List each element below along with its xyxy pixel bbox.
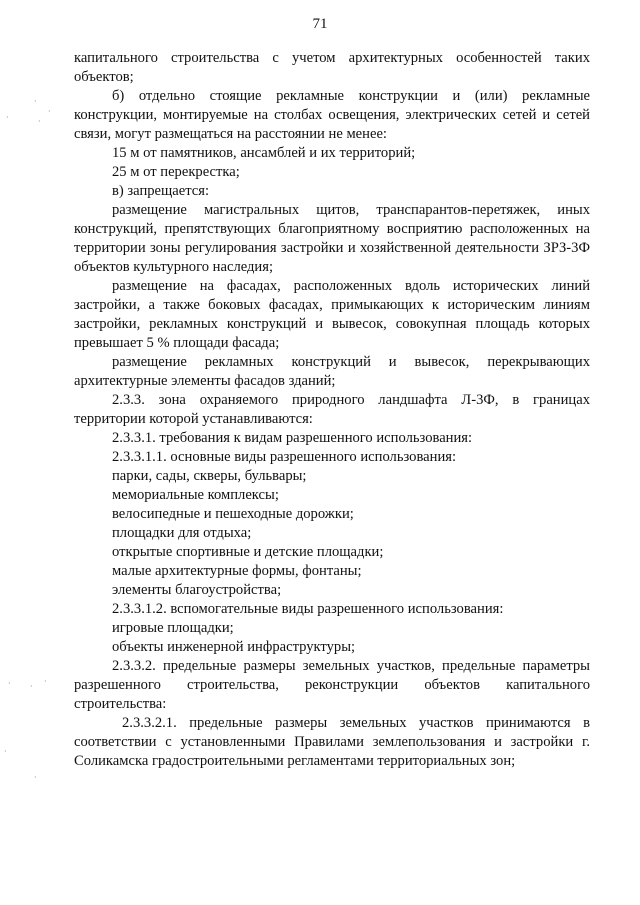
list-item: малые архитектурные формы, фонтаны; xyxy=(112,563,362,579)
list-item: элементы благоустройства; xyxy=(112,582,282,598)
scan-speck: · xyxy=(30,682,33,691)
paragraph-distance-crossroad: 25 м от перекрестка; xyxy=(112,164,240,180)
list-item: мемориальные комплексы; xyxy=(112,487,279,503)
list-item: площадки для отдыха; xyxy=(112,525,252,541)
list-item: объекты инженерной инфраструктуры; xyxy=(112,639,356,655)
paragraph-prohibition-1: размещение магистральных щитов, транспарантов-перетяжек, иных конструкций, препятствующих благоприятному восприятию расположенных на территории зоны регулирования застройки и хозяйственной деятельности ЗРЗ-3Ф объектов культурного наследия; xyxy=(74,202,590,275)
paragraph-prohibition-2: размещение на фасадах, расположенных вдоль исторических линий застройки, а также боковых фасадах, примыкающих к историческим линиям застройки, рекламных конструкций и вывесок, совокупная площадь которых превышает 5 % площади фасада; xyxy=(74,278,590,351)
paragraph-section-2-3-3-1-2: 2.3.3.1.2. вспомогательные виды разрешенного использования: xyxy=(112,601,504,617)
paragraph-section-2-3-3-1: 2.3.3.1. требования к видам разрешенного использования: xyxy=(112,430,473,446)
scan-speck: · xyxy=(38,117,41,126)
paragraph-section-2-3-3-2: 2.3.3.2. предельные размеры земельных участков, предельные параметры разрешенного строительства, реконструкции объектов капитального строительства: xyxy=(74,658,590,712)
scan-speck: · xyxy=(34,97,37,106)
scan-speck: · xyxy=(8,679,11,688)
paragraph-distance-monuments: 15 м от памятников, ансамблей и их территорий; xyxy=(112,145,416,161)
scan-speck: · xyxy=(44,677,47,686)
scan-speck: · xyxy=(34,773,37,782)
paragraph-section-2-3-3: 2.3.3. зона охраняемого природного ландшафта Л-3Ф, в границах территории которой устанавливаются: xyxy=(74,392,590,427)
paragraph-item-v: в) запрещается: xyxy=(112,183,210,199)
scan-speck: · xyxy=(4,747,7,756)
list-item: открытые спортивные и детские площадки; xyxy=(112,544,384,560)
document-body xyxy=(74,49,590,771)
paragraph-section-2-3-3-1-1: 2.3.3.1.1. основные виды разрешенного использования: xyxy=(112,449,457,465)
paragraph-continuation: капитального строительства с учетом архитектурных особенностей таких объектов; xyxy=(74,50,590,85)
scan-speck: · xyxy=(6,113,9,122)
paragraph-item-b: б) отдельно стоящие рекламные конструкции и (или) рекламные конструкции, монтируемые на столбах освещения, электрических сетей и сетей связи, могут размещаться на расстоянии не менее: xyxy=(74,88,590,142)
paragraph-prohibition-3: размещение рекламных конструкций и вывесок, перекрывающих архитектурные элементы фасадов зданий; xyxy=(74,354,590,389)
paragraph-section-2-3-3-2-1: 2.3.3.2.1. предельные размеры земельных участков принимаются в соответствии с установленными Правилами землепользования и застройки г. Соликамска градостроительными регламентами территориальных зон; xyxy=(74,715,590,769)
list-item: игровые площадки; xyxy=(112,620,234,636)
list-item: велосипедные и пешеходные дорожки; xyxy=(112,506,354,522)
list-item: парки, сады, скверы, бульвары; xyxy=(112,468,307,484)
page-number: 71 xyxy=(312,16,328,32)
scan-speck: · xyxy=(48,107,51,116)
